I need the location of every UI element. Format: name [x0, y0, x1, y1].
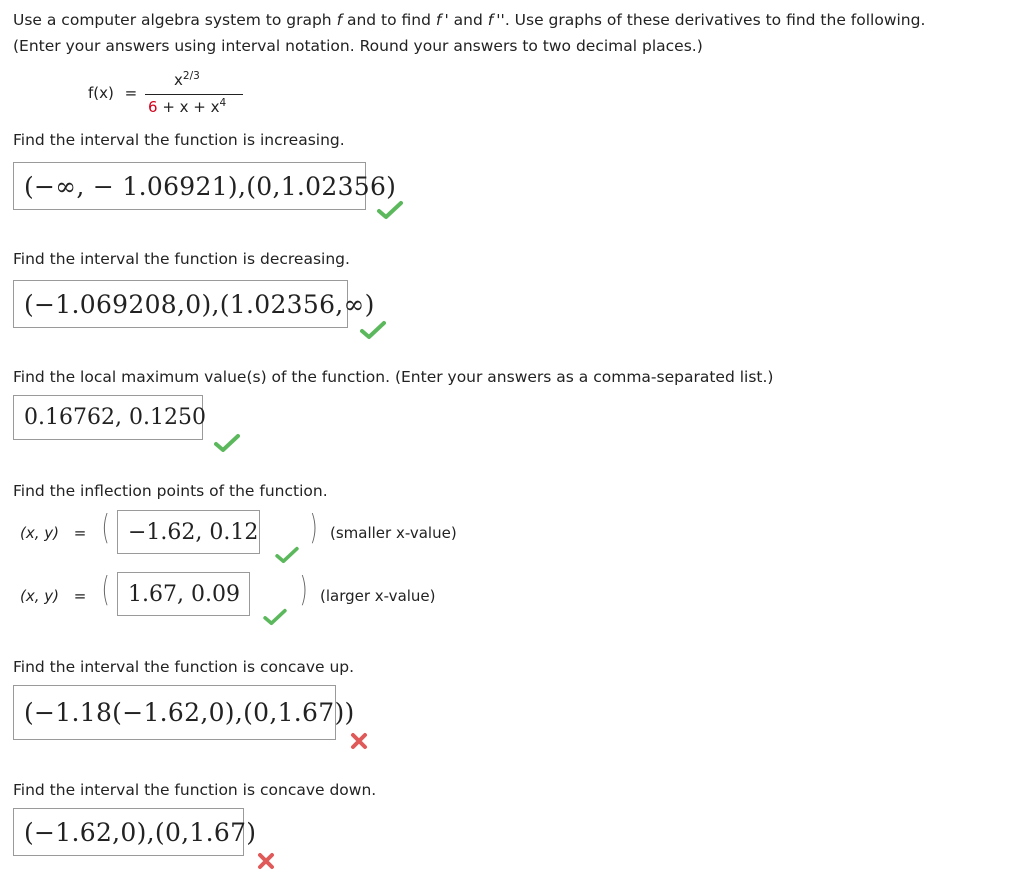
cross-icon [256, 851, 276, 871]
inflection-1-note: (smaller x-value) [330, 524, 457, 542]
instructions-line-1 [13, 7, 925, 33]
xy-label: (x, y) [20, 524, 59, 542]
check-icon [275, 546, 299, 564]
question-local-max-prompt: Find the local maximum value(s) of the function. (Enter your answers as a comma-separated list.) [13, 368, 774, 386]
check-icon [214, 433, 240, 453]
fdouble-symbol: f '' [487, 11, 505, 29]
fraction-denominator [148, 97, 226, 116]
answer-local-max-field[interactable]: 0.16762, 0.1250 [13, 395, 203, 440]
inflection-2-note: (larger x-value) [320, 587, 436, 605]
check-icon [377, 200, 403, 220]
numerator-exponent: 2/3 [182, 70, 200, 82]
numerator-base: x [174, 71, 183, 89]
right-paren: ) [309, 508, 318, 548]
fraction-bar [145, 94, 243, 95]
instructions-text: and [448, 11, 488, 29]
answer-inflection-1-field[interactable]: −1.62, 0.12 [117, 510, 260, 554]
function-label [88, 84, 137, 102]
answer-inflection-2-field[interactable]: 1.67, 0.09 [117, 572, 250, 616]
equals-sign: = [73, 587, 87, 605]
left-paren: ( [101, 508, 110, 548]
denominator-constant: 6 [148, 98, 158, 116]
denominator-rest: + x + x [157, 98, 220, 116]
xy-label: (x, y) [20, 587, 59, 605]
instructions-text: Use a computer algebra system to graph [13, 11, 337, 29]
question-decreasing-prompt: Find the interval the function is decreasing. [13, 250, 350, 268]
instructions-text: and to find [342, 11, 436, 29]
question-increasing-prompt: Find the interval the function is increasing. [13, 131, 345, 149]
function-name: f(x) [88, 84, 114, 102]
fprime-symbol: f ' [435, 11, 449, 29]
answer-concave-up-field[interactable]: (−1.18(−1.62,0),(0,1.67)) [13, 685, 336, 740]
function-equals: = [124, 84, 138, 102]
question-inflection-prompt: Find the inflection points of the function. [13, 482, 328, 500]
inflection-1-label [20, 524, 86, 542]
instructions-line-2: (Enter your answers using interval notation. Round your answers to two decimal places.) [13, 37, 703, 55]
right-paren: ) [299, 570, 308, 610]
equals-sign: = [73, 524, 87, 542]
check-icon [360, 320, 386, 340]
check-icon [263, 608, 287, 626]
inflection-2-label [20, 587, 86, 605]
answer-decreasing-field[interactable]: (−1.069208,0),(1.02356,∞) [13, 280, 348, 328]
fraction-numerator [174, 70, 200, 89]
denominator-exponent: 4 [219, 97, 227, 109]
answer-concave-down-field[interactable]: (−1.62,0),(0,1.67) [13, 808, 244, 856]
f-symbol: f [336, 11, 343, 29]
instructions-text: . Use graphs of these derivatives to find the following. [504, 11, 926, 29]
question-concave-down-prompt: Find the interval the function is concave down. [13, 781, 377, 799]
cross-icon [349, 731, 369, 751]
left-paren: ( [101, 570, 110, 610]
question-concave-up-prompt: Find the interval the function is concave up. [13, 658, 355, 676]
answer-increasing-field[interactable]: (−∞, − 1.06921),(0,1.02356) [13, 162, 366, 210]
